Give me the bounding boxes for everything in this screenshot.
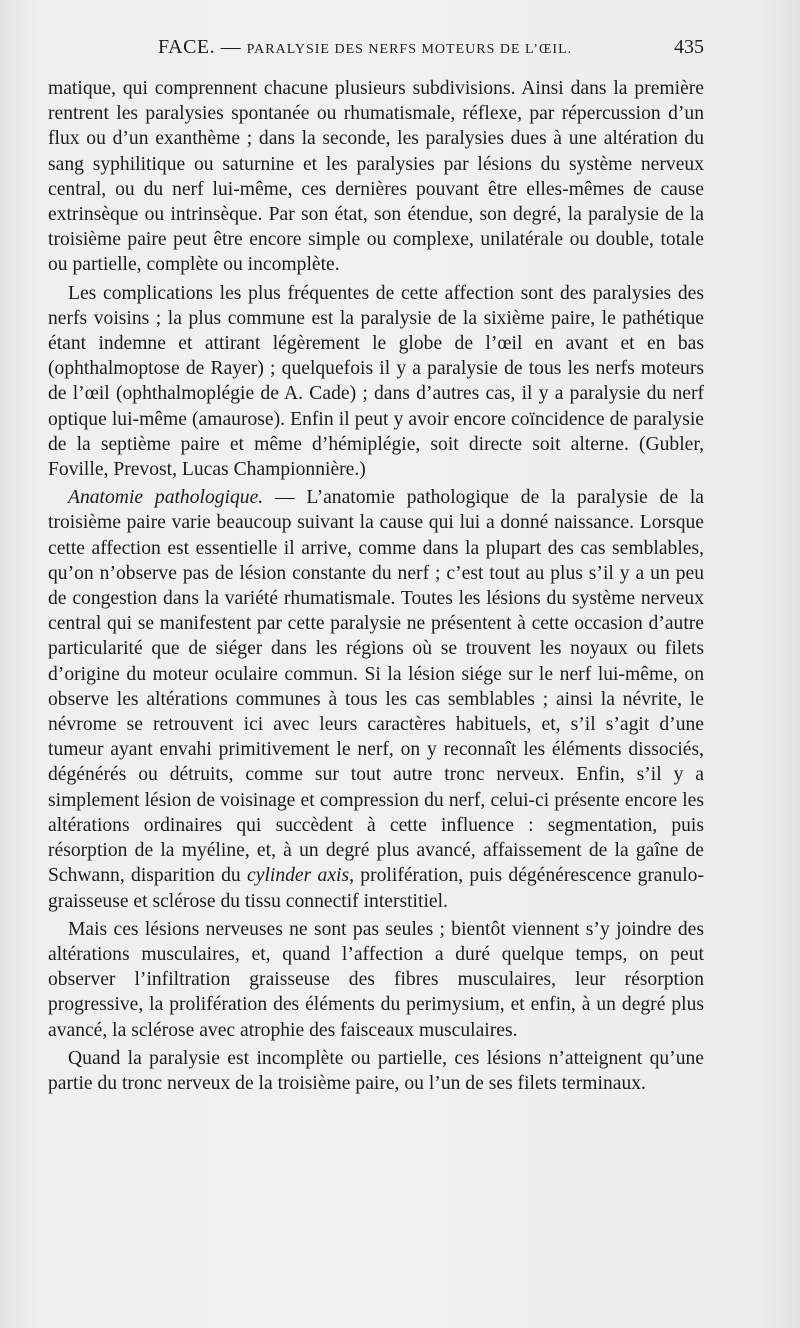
paragraph-text: matique, qui comprennent chacune plusieurs subdivisions. Ainsi dans la première rentrent les paralysies spontanée ou rhumatismale, réflexe, par répercussion d’un flux ou d’un exanthème ; dans la seconde, les paralysies dues à une altération du sang syphilitique ou saturnine et les paralysies par lésions du système nerveux central, ou du nerf lui-même, ces dernières pouvant être elles-mêmes de cause extrinsèque ou intrinsèque. Par son état, son étendue, son degré, la paralysie de la troisième paire peut être encore simple ou complexe, unilatérale ou double, totale ou partielle, complète ou incomplète. (48, 78, 704, 276)
body-text (48, 76, 704, 1096)
paragraph-lesions (48, 917, 704, 1043)
running-title-main: FACE. — (158, 36, 247, 58)
paragraph-text: Quand la paralysie est incomplète ou partielle, ces lésions n’atteignent qu’une partie du tronc nerveux de la troisième paire, ou l’un de ses filets terminaux. (48, 1047, 704, 1094)
paragraph-text: — L’anatomie pathologique de la paralysie de la troisième paire varie beaucoup suivant la cause qui lui a donné naissance. Lorsque cette affection est essentielle il arrive, comme dans la plupart des cas semblables, qu’on n’observe pas de lésion constante du nerf ; c’est tout au plus s’il y a un peu de congestion dans la variété rhumatismale. Toutes les lésions du système nerveux central qui se manifestent par cette paralysie ne présentent à cette occasion d’autre particularité que de siéger dans les régions où se trouvent les noyaux ou filets d’origine du moteur oculaire commun. Si la lésion siége sur le nerf lui-même, on observe les altérations communes à tous les cas semblables ; ainsi la névrite, le névrome se retrouvent ici avec leurs caractères habituels, et, s’il s’agit d’une tumeur ayant envahi primitivement le nerf, on y reconnaît les éléments dissociés, dégénérés ou détruits, comme sur tout autre tronc nerveux. Enfin, s’il y a simplement lésion de voisinage et compression du nerf, celui-ci présente encore les altérations ordinaires qui succèdent à cette influence : segmentation, puis résorption de la myéline, et, à un degré plus avancé, affaissement de la gaîne de Schwann, disparition du (48, 487, 704, 887)
running-header (48, 36, 704, 70)
paragraph-text: Les complications les plus fréquentes de cette affection sont des paralysies des nerfs voisins ; la plus commune est la paralysie de la sixième paire, le pathétique étant indemne et attirant légèrement le globe de l’œil en avant et en bas (ophthalmoptose de Rayer) ; quelquefois il y a paralysie de tous les nerfs moteurs de l’œil (ophthalmoplégie de A. Cade) ; dans d’autres cas, il y a paralysie du nerf optique lui-même (amaurose). Enfin il peut y avoir encore coïncidence de paralysie de la septième paire et même d’hémiplégie, soit directe soit alterne. (Gubler, Foville, Prevost, Lucas Championnière.) (48, 282, 704, 481)
page-number: 435 (674, 36, 704, 58)
running-title (158, 36, 572, 59)
italic-term: cylinder axis (247, 865, 350, 887)
paragraph-text-end: , prolifération, puis dégénérescence granulo-graisseuse et sclérose du tissu connectif interstitiel. (48, 865, 704, 912)
paragraph-continuation (48, 76, 704, 278)
paragraph-complications (48, 281, 704, 483)
running-title-subject: PARALYSIE DES NERFS MOTEURS DE L’ŒIL. (246, 42, 573, 57)
paragraph-text: Mais ces lésions nerveuses ne sont pas seules ; bientôt viennent s’y joindre des altérations musculaires, et, quand l’affection a duré quelque temps, on peut observer l’infiltration graisseuse des fibres musculaires, leur résorption progressive, la prolifération des éléments du perimysium, et enfin, à un degré plus avancé, la sclérose avec atrophie des faisceaux musculaires. (48, 918, 704, 1041)
section-heading: Anatomie pathologique. (68, 487, 264, 509)
paragraph-anatomie (48, 485, 704, 913)
paragraph-partielle (48, 1046, 704, 1096)
